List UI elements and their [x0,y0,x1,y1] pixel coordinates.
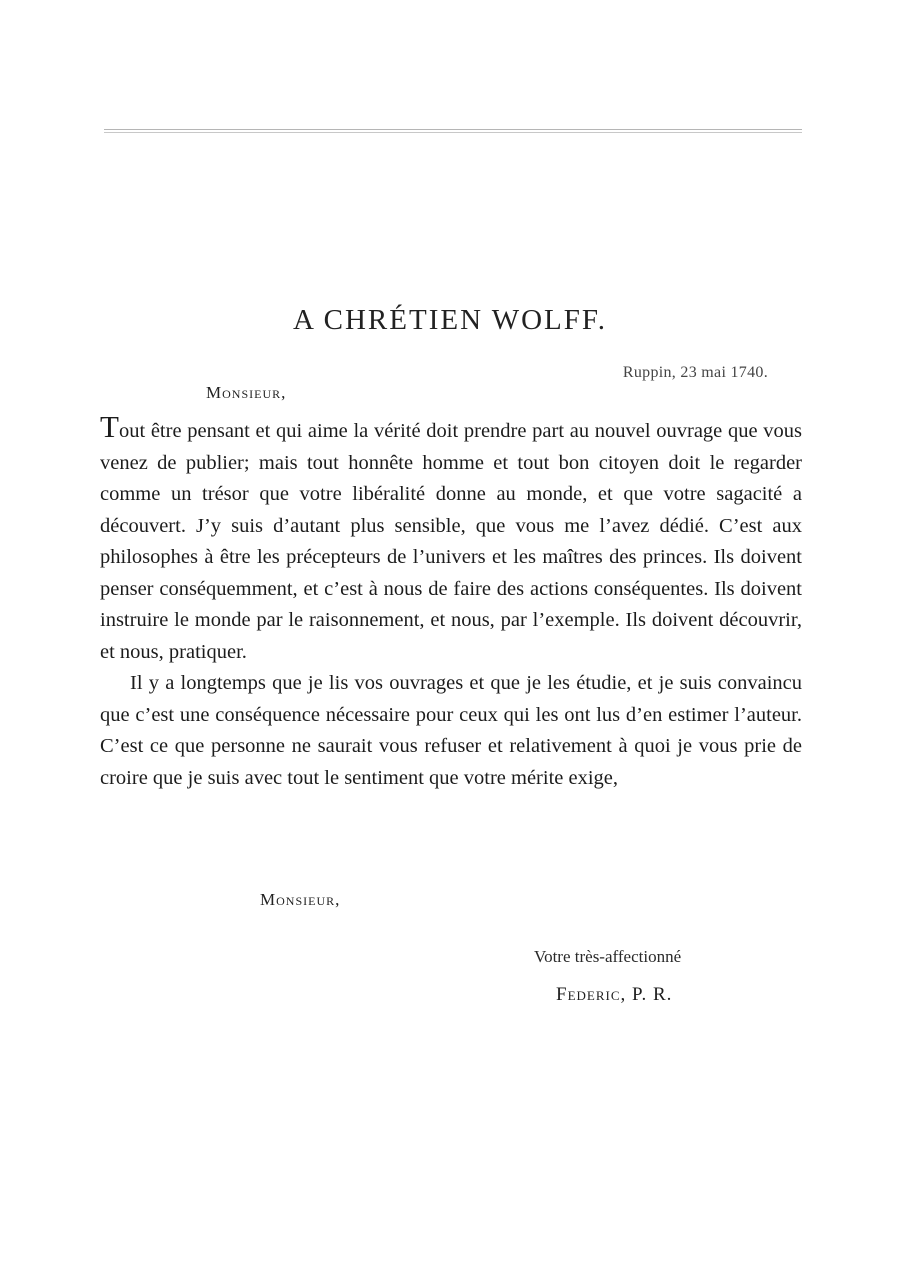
letter-body [100,409,802,794]
signature: Federic, P. R. [556,984,673,1005]
place-date: Ruppin, 23 mai 1740. [622,364,768,381]
header-rule-line [104,129,802,130]
letter-title: A CHRÉTIEN WOLFF. [293,304,607,336]
paragraph: Il y a longtemps que je lis vos ouvrages et que je les étudie, et je suis convaincu que c’est une conséquence nécessaire pour ceux qui les ont lus d’en estimer l’auteur. C’est ce que personne ne saurait vous refuser et relativement à quoi je vous prie de croire que je suis avec tout le sentiment que votre mérite exige, [100,672,802,789]
header-rule-line [104,132,802,133]
header-rule [104,128,802,134]
closing-salutation: Monsieur, [260,890,341,909]
drop-cap: T [100,409,119,444]
paragraph-text: out être pensant et qui aime la vérité doit prendre part au nouvel ouvrage que vous venez de publier; mais tout honnête homme et tout bon citoyen doit le regarder comme un trésor que votre libéralité donne au monde, et que votre sagacité a découvert. J’y suis d’autant plus sensible, que vous me l’avez dédié. C’est aux philosophes à être les précepteurs de l’univers et les maîtres des princes. Ils doivent penser conséquemment, et c’est à nous de faire des actions conséquentes. Ils doivent instruire le monde par le raisonnement, et nous, par l’exemple. Ils doivent découvrir, et nous, pratiquer. [100,420,802,663]
salutation: Monsieur, [206,383,287,402]
paragraph [100,409,802,668]
signoff: Votre très-affectionné [534,947,682,966]
